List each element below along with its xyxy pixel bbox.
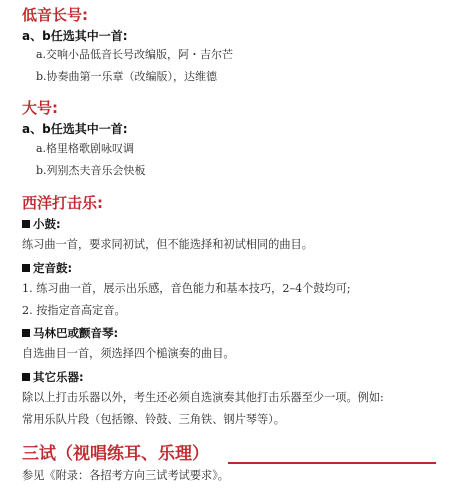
section-divider bbox=[228, 462, 436, 464]
subsection-label: 马林巴或颤音琴: bbox=[33, 326, 119, 340]
subsection-label: 其它乐器: bbox=[33, 370, 84, 384]
paragraph: 1. 练习曲一首，展示出乐感，音色能力和基本技巧，2–4个鼓均可; bbox=[22, 282, 351, 295]
subsection-label: 定音鼓: bbox=[33, 261, 73, 275]
list-item: b.协奏曲第一乐章（改编版），达维德 bbox=[36, 70, 218, 83]
section-sub-tuba: a、b任选其中一首: bbox=[22, 122, 128, 136]
square-bullet-icon bbox=[22, 373, 30, 381]
subsection-timpani bbox=[22, 260, 72, 276]
subsection-snare bbox=[22, 216, 61, 232]
paragraph: 练习曲一首，要求同初试，但不能选择和初试相同的曲目。 bbox=[22, 238, 313, 251]
list-item: a.格里格歌剧咏叹调 bbox=[36, 142, 135, 155]
paragraph: 除以上打击乐器以外，考生还必须自选演奏其他打击乐器至少一项。例如: bbox=[22, 391, 384, 404]
paragraph: 2. 按指定音高定音。 bbox=[22, 304, 126, 317]
subsection-label: 小鼓: bbox=[33, 217, 61, 231]
section-title-percussion: 西洋打击乐: bbox=[22, 194, 103, 212]
section-title-bass-trombone: 低音长号: bbox=[22, 6, 88, 24]
list-item: b.列别杰夫音乐会快板 bbox=[36, 164, 146, 177]
square-bullet-icon bbox=[22, 264, 30, 272]
square-bullet-icon bbox=[22, 329, 30, 337]
subsection-marimba bbox=[22, 325, 118, 341]
list-item: a.交响小品低音长号改编版，阿・吉尔芒 bbox=[36, 48, 234, 61]
paragraph: 常用乐队片段（包括镲、铃鼓、三角铁、钢片琴等）。 bbox=[22, 413, 285, 426]
paragraph: 自选曲目一首，须选择四个槌演奏的曲目。 bbox=[22, 347, 235, 360]
section-title-third-exam: 三试（视唱练耳、乐理） bbox=[22, 444, 209, 464]
section-title-tuba: 大号: bbox=[22, 99, 58, 117]
subsection-other bbox=[22, 369, 84, 385]
square-bullet-icon bbox=[22, 220, 30, 228]
section-sub-bass-trombone: a、b任选其中一首: bbox=[22, 29, 128, 43]
paragraph: 参见《附录：各招考方向三试考试要求》。 bbox=[22, 469, 229, 482]
